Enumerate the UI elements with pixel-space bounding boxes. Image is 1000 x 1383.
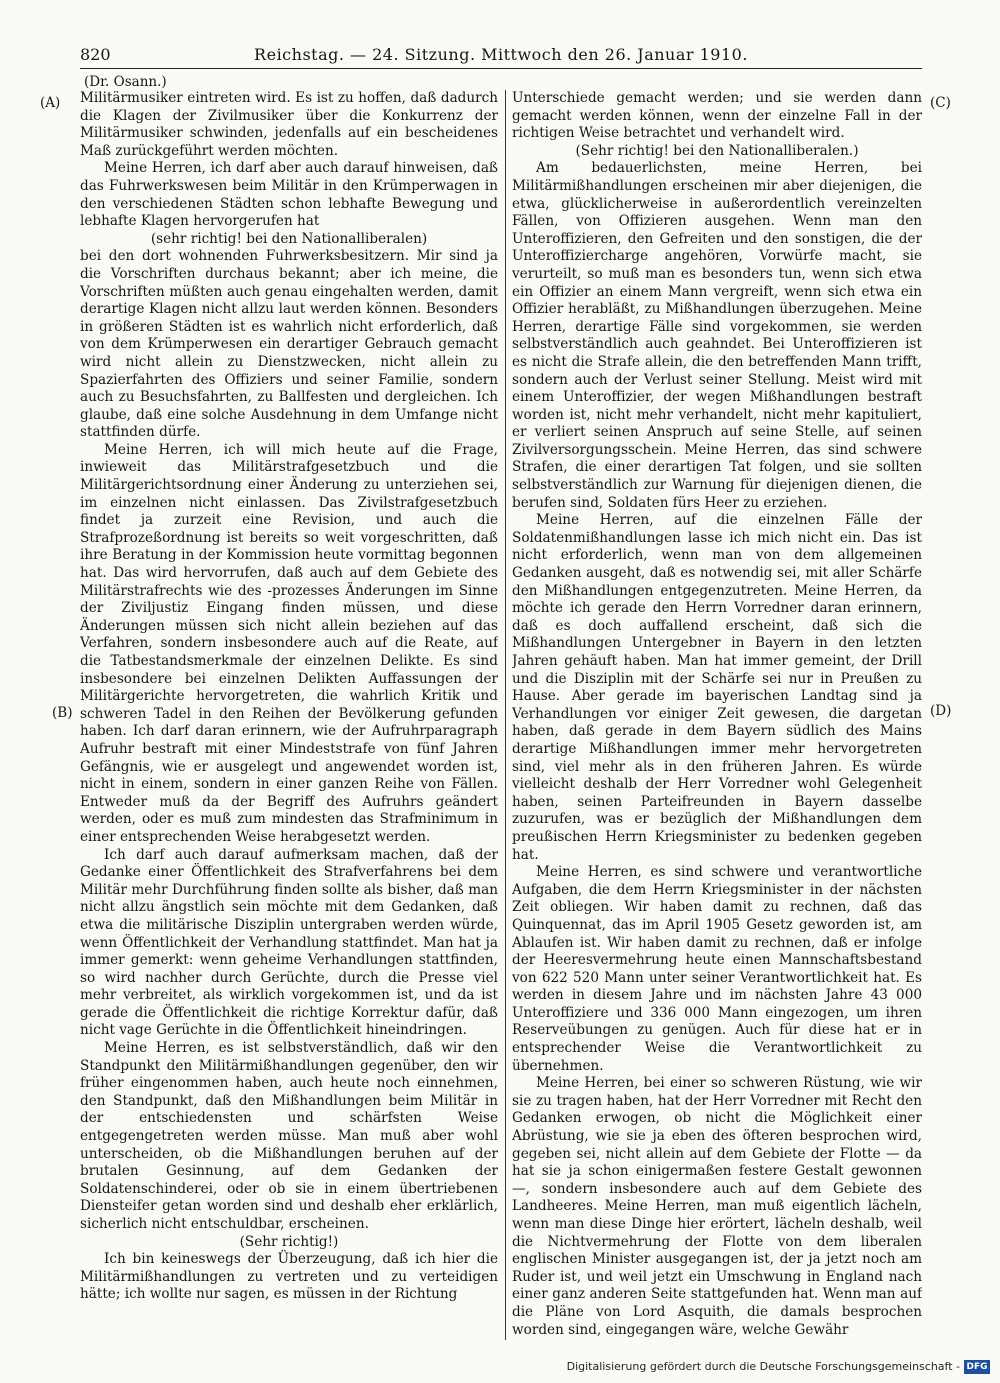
paragraph: bei den dort wohnenden Fuhrwerksbesitzern. Mir sind ja die Vorschriften durchaus bekannt; aber ich meine, die Vorschriften müßten auch genau eingehalten werden, damit derartige Klagen nicht allzu laut werden können. Besonders in größeren Städten ist es wahrlich nicht erforderlich, daß von dem Krümperwesen ein derartiger Gebrauch gemacht wird nicht allein zu Dienstzwecken, nicht allein zu Spazierfahrten des Offiziers und seiner Familie, sondern auch zu Besuchsfahrten, zu Ballfesten und dergleichen. Ich glaube, daß eine solche Ausdehnung in dem Umfange nicht stattfinden dürfe. (80, 248, 498, 441)
paragraph: Meine Herren, es sind schwere und verantwortliche Aufgaben, die dem Herrn Kriegsminister in der nächsten Zeit obliegen. Wir haben damit zu rechnen, daß das Quinquennat, das im April 1905 Gesetz geworden ist, am Ablaufen ist. Wir haben damit zu rechnen, daß er infolge der Heeresvermehrung heute einen Mannschaftsbestand von 622 520 Mann unter seiner Verantwortlichkeit hat. Es werden in diesem Jahre und im nächsten Jahre 43 000 Unteroffiziere und 336 000 Mann eingezogen, um ihren Reserveübungen zu genügen. Auch für diese hat er in entsprechender Weise die Verantwortlichkeit zu übernehmen. (512, 864, 922, 1074)
paragraph: Am bedauerlichsten, meine Herren, bei Militärmißhandlungen erscheinen mir aber diejenigen, die etwa, glücklicherweise in außerordentlich vereinzelten Fällen, von Offizieren ausgehen. Wenn man den Unteroffizieren, den Gefreiten und den sonstigen, die der Unteroffiziercharge angehören, Vorwürfe macht, sie verurteilt, so muß man es besonders tun, wenn sich etwa ein Offizier an einem Mann vergreift, wenn sich etwa ein Offizier herabläßt, zu Mißhandlungen überzugehen. Meine Herren, derartige Fälle sind vorgekommen, sie werden selbstverständlich auch geahndet. Bei Unteroffizieren ist es nicht die Strafe allein, die den betreffenden Mann trifft, sondern auch der Verlust seiner Stellung. Meist wird mit einem Unteroffizier, der wegen Mißhandlungen bestraft worden ist, nicht mehr verhandelt, nicht mehr kapituliert, er verliert seinen Anspruch auf seine Stelle, auf seinen Zivilversorgungsschein. Meine Herren, das sind schwere Strafen, die einer derartigen Tat folgen, und sie sollten selbstverständlich zur Warnung für diejenigen dienen, die berufen sind, Soldaten fürs Heer zu erziehen. (512, 160, 922, 511)
paragraph: Ich darf auch darauf aufmerksam machen, daß der Gedanke einer Öffentlichkeit des Strafverfahrens bei dem Militär mehr Durchführung finden sollte als bisher, daß man nicht allzu ängstlich sein möchte mit dem Gedanken, daß etwa die militärische Disziplin untergraben werden würde, wenn Öffentlichkeit der Verhandlung stattfindet. Man hat ja immer gemerkt: wenn geheime Verhandlungen stattfinden, so wird nachher durch Gerüchte, durch die Presse viel mehr verbreitet, als wirklich vorgekommen ist, und da ist gerade die Öffentlichkeit die richtige Korrektur dafür, daß nicht vage Gerüchte in die Öffentlichkeit hineindringen. (80, 846, 498, 1039)
paragraph: Meine Herren, ich darf aber auch darauf hinweisen, daß das Fuhrwerkswesen beim Militär in den Krümperwagen in den verschiedenen Städten schon lebhafte Bewegung und lebhafte Klagen hervorgerufen hat (80, 160, 498, 230)
left-column (80, 90, 498, 1343)
paragraph: Meine Herren, ich will mich heute auf die Frage, inwieweit das Militärstrafgesetzbuch und die Militärgerichtsordnung einer Änderung zu unterziehen sei, im einzelnen nicht einlassen. Das Zivilstrafgesetzbuch findet ja zurzeit eine Revision, und auch die Strafprozeßordnung ist bereits so weit vorgeschritten, daß ihre Beratung in der Kommission heute vormittag begonnen hat. Das wird hervorrufen, daß auch auf dem Gebiete des Militärstrafrechts wie des -prozesses Änderungen im Sinne der Ziviljustiz Eingang finden müssen, und diese Änderungen müssen sich nicht allein beziehen auf das Verfahren, sondern insbesondere auch auf die Reate, auf die Tatbestandsmerkmale der einzelnen Delikte. Es sind insbesondere bei einzelnen Delikten Auffassungen der Militärgerichte hervorgetreten, die wahrlich Kritik und schweren Tadel in den Reihen der Bevölkerung gefunden haben. Ich darf daran erinnern, wie der Aufruhrparagraph Aufruhr bestraft mit einer Mindeststrafe von fünf Jahren Gefängnis, wie er ausgelegt und angewendet worden ist, nicht in einem, sondern in einer ganzen Reihe von Fällen. Entweder muß da der Begriff des Aufruhrs geändert werden, oder es muß zum mindesten das Strafminimum in einer entsprechenden Weise herabgesetzt werden. (80, 441, 498, 845)
paragraph: Militärmusiker eintreten wird. Es ist zu hoffen, daß dadurch die Klagen der Zivilmusiker über die Konkurrenz der Militärmusiker schwinden, jedenfalls auf ein bescheidenes Maß zurückgeführt werden möchten. (80, 90, 498, 159)
margin-marker-c: (C) (930, 95, 951, 111)
column-divider (505, 90, 506, 1340)
paragraph: Ich bin keineswegs der Überzeugung, daß ich hier die Militärmißhandlungen zu vertreten und zu verteidigen hätte; ich wollte nur sagen, es müssen in der Richtung (80, 1251, 498, 1303)
running-title: Reichstag. — 24. Sitzung. Mittwoch den 26. Januar 1910. (254, 45, 748, 64)
paragraph: Meine Herren, auf die einzelnen Fälle der Soldatenmißhandlungen lasse ich mich nicht ein. Das ist nicht erforderlich, wenn man von dem allgemeinen Gedanken ausgeht, daß es notwendig sei, mit aller Schärfe den Mißhandlungen entgegenzutreten. Meine Herren, da möchte ich gerade den Herrn Vorredner daran erinnern, daß es doch auffallend erscheint, daß sich die Mißhandlungen Untergebner in Bayern in den letzten Jahren gehäuft haben. Man hat immer gemeint, der Drill und die Disziplin mit der Schärfe sei nur in Preußen zu Hause. Aber gerade im bayerischen Landtag sind ja Verhandlungen vor einiger Zeit gewesen, die dargetan haben, daß gerade in dem Bayern südlich des Mains derartige Mißhandlungen immer mehr hervorgetreten sind, viel mehr als in den früheren Jahren. Es würde vielleicht deshalb der Herr Vorredner wohl Gelegenheit haben, seinen Parteifreunden in Bayern dasselbe zuzurufen, was er bezüglich der Mißhandlungen dem preußischen Herrn Kriegsminister zu bedenken gegeben hat. (512, 512, 922, 863)
paragraph: Meine Herren, es ist selbstverständlich, daß wir den Standpunkt den Militärmißhandlungen gegenüber, den wir früher eingenommen haben, auch heute noch einnehmen, den Standpunkt, daß den Mißhandlungen beim Militär in der entschiedensten und schärfsten Weise entgegengetreten werden müsse. Man muß aber wohl unterscheiden, ob die Mißhandlungen beruhen auf der brutalen Gesinnung, auf dem Gedanken der Soldatenschinderei, oder ob sie in einem übertriebenen Diensteifer getan worden sind und deshalb eher erklärlich, sicherlich nicht entschuldbar, erscheinen. (80, 1040, 498, 1232)
interjection: (Sehr richtig!) (239, 1233, 339, 1250)
interjection: (sehr richtig! bei den Nationalliberalen) (150, 230, 428, 247)
margin-marker-b: (B) (52, 705, 73, 721)
speaker-label: (Dr. Osann.) (84, 74, 167, 90)
interjection: (Sehr richtig! bei den Nationalliberalen.) (575, 142, 859, 159)
footer (567, 1360, 990, 1374)
paragraph: Meine Herren, bei einer so schweren Rüstung, wie wir sie zu tragen haben, hat der Herr Vorredner mit Recht den Gedanken erwogen, ob nicht die Möglichkeit einer Abrüstung, wie sie ja eben des öfteren besprochen wird, gegeben sei, nicht allein auf dem Gebiete der Flotte — da hat sie ja schon einigermaßen festere Gestalt gewonnen —, sondern insbesondere auch auf dem Gebiete des Landheeres. Meine Herren, man muß eigentlich lächeln, wenn man diese Dinge hier erörtert, lächeln deshalb, weil die Nichtvermehrung der Flotte von dem liberalen englischen Minister ausgegangen ist, der ja jetzt noch am Ruder ist, und weil jetzt ein Umschwung in England nach einer ganz anderen Seite stattgefunden hat. Wenn man auf die Pläne von Lord Asquith, die damals besprochen worden sind, eingegangen wäre, welche Gewähr (512, 1075, 922, 1338)
right-column (512, 90, 922, 1343)
margin-marker-a: (A) (40, 95, 61, 111)
footer-credit: Digitalisierung gefördert durch die Deutsche Forschungsgemeinschaft - (566, 1360, 960, 1373)
margin-marker-d: (D) (930, 703, 952, 719)
dfg-logo: DFG (964, 1360, 990, 1374)
page-header (80, 42, 922, 69)
paragraph: Unterschiede gemacht werden; und sie werden dann gemacht werden können, wenn der einzelne Fall in der richtigen Weise betrachtet und verhandelt wird. (512, 90, 922, 142)
page-number: 820 (80, 45, 111, 64)
